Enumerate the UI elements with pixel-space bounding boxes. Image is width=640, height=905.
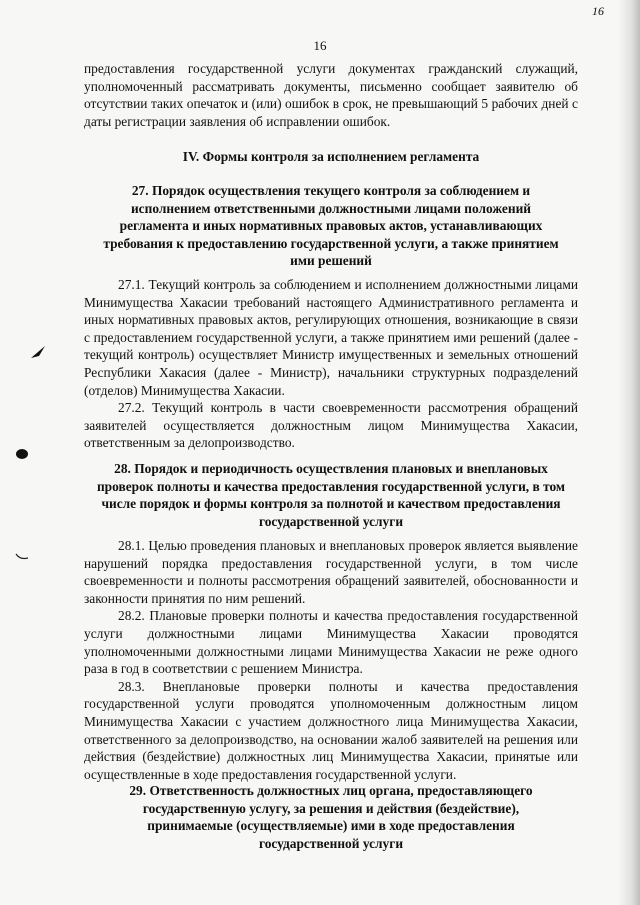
margin-pen-mark — [28, 342, 48, 362]
subsection-27-body — [84, 276, 578, 452]
paragraph-28-2: 28.2. Плановые проверки полноты и качества предоставления государственной услуги должностными лицами Минимущества Хакасии проводятся уполномоченными должностными лицами Минимущества Хакасии не реже одного раза в год в соответствии с решением Министра. — [84, 608, 578, 677]
page-edge-shadow — [618, 0, 640, 905]
intro-block — [84, 60, 578, 130]
paragraph-27-2: 27.2. Текущий контроль в части своевременности рассмотрения обращений заявителей осуществляется должностным лицом Минимущества Хакасии, ответственным за делопроизводство. — [84, 400, 578, 451]
subsection-29-title: 29. Ответственность должностных лиц органа, предоставляющего государственную услугу, за решения и действия (бездействие), принимаемые (осуществляемые) ими в ходе предоставления государственной услуги — [129, 783, 533, 851]
section-title: IV. Формы контроля за исполнением регламента — [182, 149, 480, 164]
intro-paragraph: предоставления государственной услуги документах гражданский служащий, уполномоченный рассматривать документы, письменно сообщает заявителю об отсутствии таких опечаток и (или) ошибок в срок, не превышающий 5 рабочих дней с даты регистрации заявления об исправлении ошибок. — [84, 61, 578, 129]
subsection-27-title: 27. Порядок осуществления текущего контроля за соблюдением и исполнением ответственными должностными лицами положений регламента и иных нормативных правовых актов, устанавливающих требования к предоставлению государственной услуги, а также принятием ими решений — [103, 183, 559, 269]
page-number: 16 — [313, 38, 327, 53]
paragraph-28-1: 28.1. Целью проведения плановых и внеплановых проверок является выявление нарушений порядка предоставления государственной услуги, в том числе своевременности и полноты рассмотрения обращений заявителей, обоснованности и законности принятия по ним решений. — [84, 538, 578, 606]
handwritten-page-number: 16 — [592, 4, 604, 18]
paragraph-27-1: 27.1. Текущий контроль за соблюдением и исполнением должностными лицами Минимущества Хакасии требований настоящего Административного регламента и иных нормативных правовых актов, регулирующих отношения, возникающие в связи с предоставлением государственной услуги, а также принятием ими решений (далее - текущий контроль) осуществляет Министр имущественных и земельных отношений Республики Хакасия (далее - Министр), начальники структурных подразделений (отделов) Минимущества Хакасии. — [84, 277, 578, 398]
margin-ink-blot — [14, 446, 30, 462]
margin-tick-mark — [14, 550, 30, 562]
paragraph-28-3: 28.3. Внеплановые проверки полноты и качества предоставления государственной услуги проводятся уполномоченным должностным лицом Минимущества Хакасии с участием должностного лица Минимущества Хакасии, ответственного за делопроизводство, на основании жалоб заявителей на решения или действия (бездействие) должностных лиц Минимущества Хакасии, принятые или осуществленные в ходе предоставления государственной услуги. — [84, 678, 578, 782]
subsection-28-body — [84, 537, 578, 783]
subsection-28-title: 28. Порядок и периодичность осуществления плановых и внеплановых проверок полноты и качества предоставления государственной услуги, в том числе порядок и формы контроля за полнотой и качеством предоставления государственной услуги — [96, 461, 566, 529]
